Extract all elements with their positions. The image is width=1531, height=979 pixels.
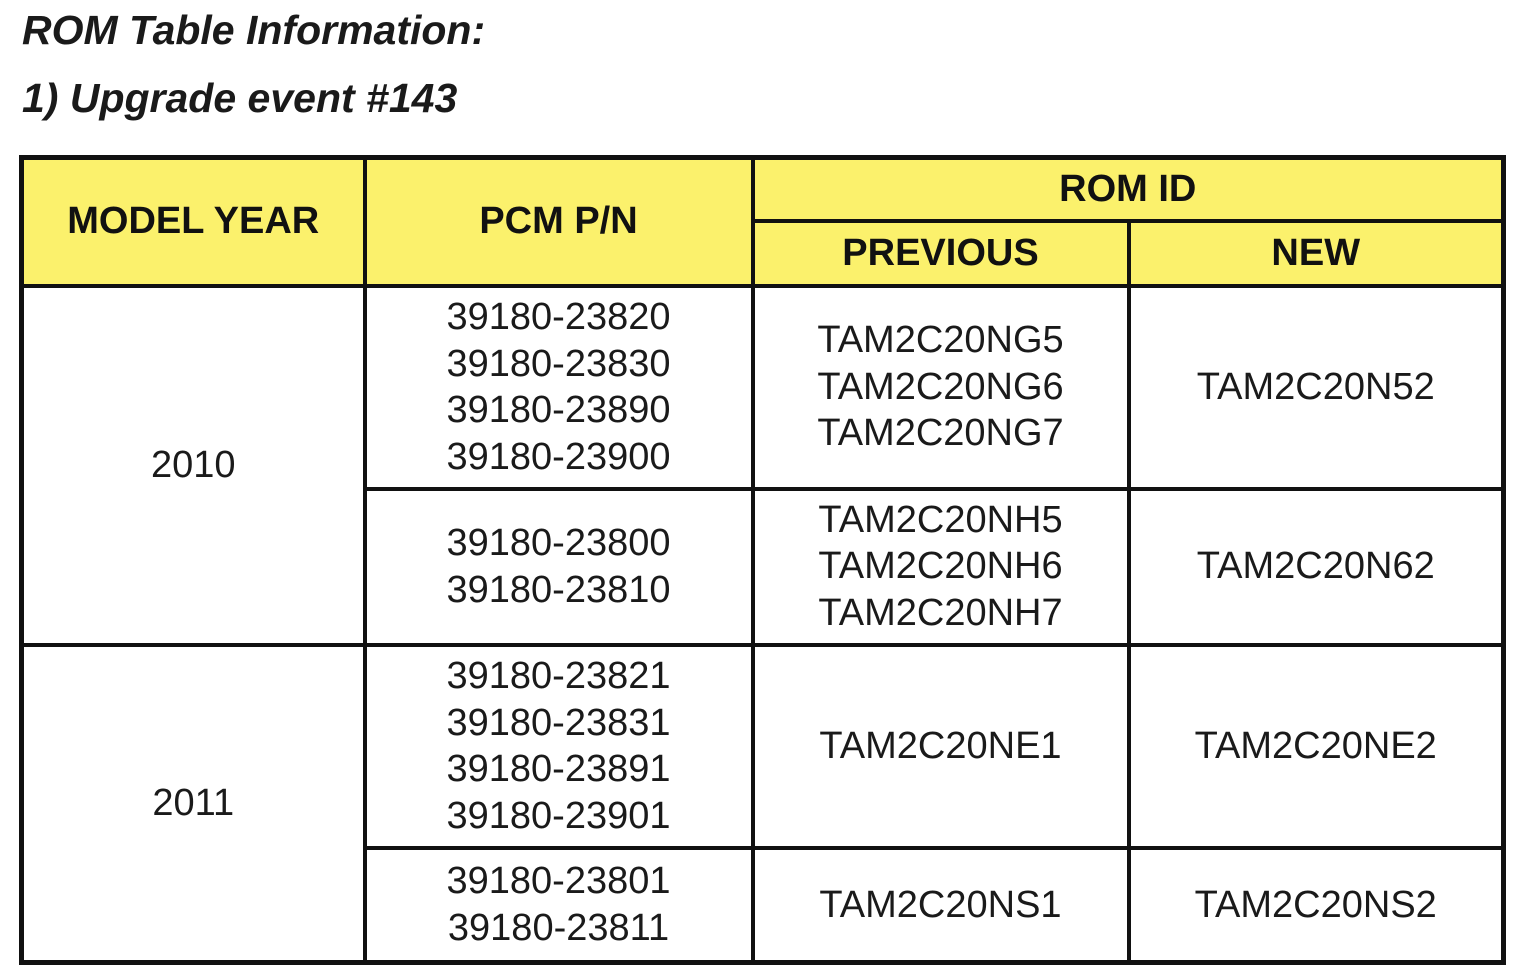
page-title: ROM Table Information: <box>22 7 486 53</box>
table-row <box>22 645 1504 848</box>
header-rom-id: ROM ID <box>753 158 1504 221</box>
header-pcm-pn: PCM P/N <box>365 158 753 286</box>
previous-rom-cell <box>753 286 1129 489</box>
pcm-pn-value: 39180-23890 <box>446 389 671 431</box>
table-row <box>22 286 1504 489</box>
previous-rom-cell <box>753 645 1129 848</box>
header-previous: PREVIOUS <box>753 221 1129 286</box>
previous-rom-value: TAM2C20NG6 <box>817 365 1064 408</box>
pcm-pn-value: 39180-23831 <box>446 701 671 744</box>
pcm-pn-cell <box>365 848 753 963</box>
pcm-pn-value: 39180-23821 <box>446 655 671 697</box>
pcm-pn-cell <box>365 489 753 645</box>
pcm-pn-value: 39180-23830 <box>446 342 671 385</box>
new-rom-cell: TAM2C20N52 <box>1129 286 1504 489</box>
new-rom-cell: TAM2C20NS2 <box>1129 848 1504 963</box>
header-model-year: MODEL YEAR <box>22 158 365 286</box>
pcm-pn-value: 39180-23901 <box>446 794 671 837</box>
pcm-pn-value: 39180-23811 <box>447 906 670 949</box>
previous-rom-value: TAM2C20NG5 <box>817 319 1064 362</box>
header-new: NEW <box>1129 221 1504 286</box>
pcm-pn-cell <box>365 286 753 489</box>
new-rom-cell: TAM2C20N62 <box>1129 489 1504 645</box>
previous-rom-value: TAM2C20NS1 <box>819 883 1062 926</box>
pcm-pn-value: 39180-23801 <box>446 860 671 903</box>
previous-rom-cell <box>753 848 1129 963</box>
pcm-pn-value: 39180-23800 <box>446 522 671 564</box>
previous-rom-value: TAM2C20NH5 <box>818 498 1063 541</box>
model-year-cell: 2011 <box>22 645 365 963</box>
rom-table <box>19 155 1506 965</box>
pcm-pn-value: 39180-23820 <box>446 296 671 338</box>
pcm-pn-cell <box>365 645 753 848</box>
previous-rom-value: TAM2C20NG7 <box>817 412 1064 455</box>
new-rom-cell: TAM2C20NE2 <box>1129 645 1504 848</box>
previous-rom-cell <box>753 489 1129 645</box>
previous-rom-value: TAM2C20NH6 <box>818 545 1063 588</box>
pcm-pn-value: 39180-23810 <box>446 568 671 611</box>
pcm-pn-value: 39180-23891 <box>446 748 671 790</box>
model-year-cell: 2010 <box>22 286 365 645</box>
previous-rom-value: TAM2C20NH7 <box>818 591 1063 634</box>
previous-rom-value: TAM2C20NE1 <box>819 724 1062 767</box>
section-heading: 1) Upgrade event #143 <box>22 75 458 121</box>
pcm-pn-value: 39180-23900 <box>446 435 671 478</box>
